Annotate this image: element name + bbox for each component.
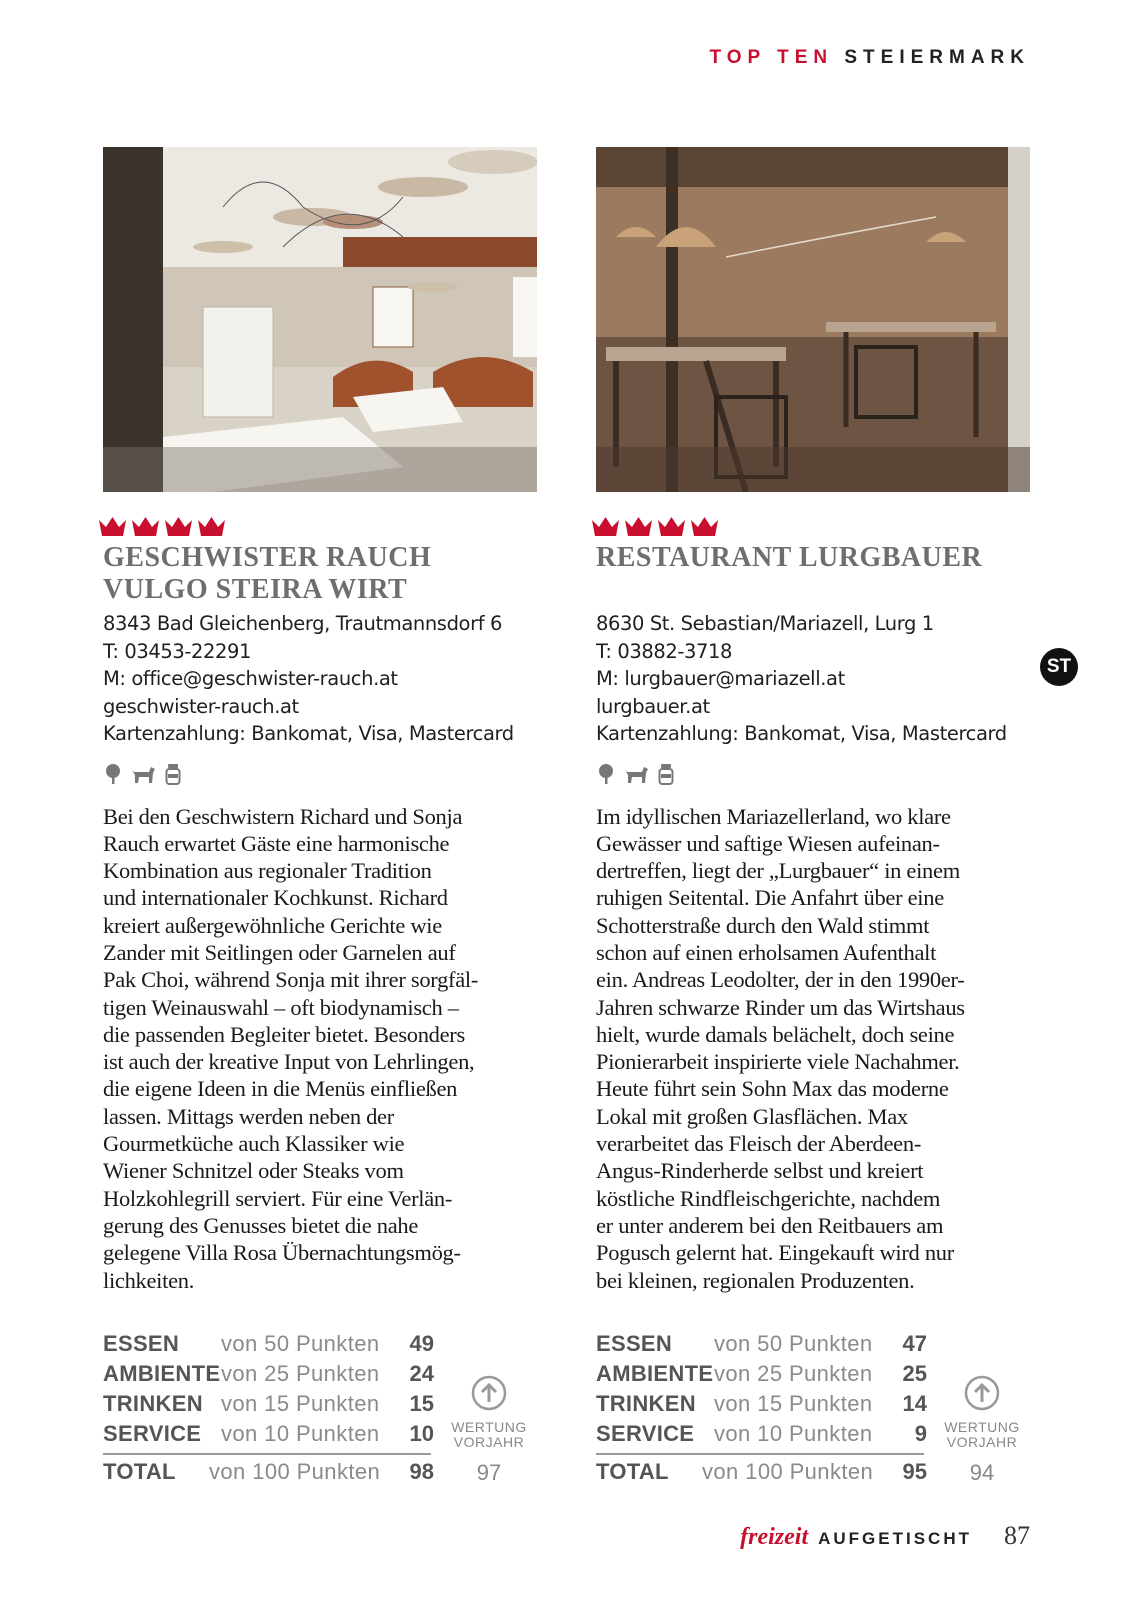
description-line: Pak Choi, während Sonja mit ihrer sorgfäl- xyxy=(103,967,479,993)
page-header xyxy=(709,47,1030,69)
score-value: 14 xyxy=(902,1391,927,1416)
total-label: TOTAL xyxy=(103,1459,176,1484)
description-line: gelegene Villa Rosa Übernachtungsmög- xyxy=(103,1240,461,1266)
crown-icon xyxy=(97,514,128,538)
previous-label: WERTUNG VORJAHR xyxy=(944,1419,1020,1450)
score-value: 24 xyxy=(409,1361,434,1386)
description-line: Lokal mit großen Glasflächen. Max xyxy=(596,1103,908,1129)
description-line: Im idyllischen Mariazellerland, wo klare xyxy=(596,803,951,829)
score-label: ESSEN xyxy=(103,1331,180,1356)
arrow-up-icon xyxy=(471,1375,507,1411)
score-max: von 15 Punkten xyxy=(714,1391,873,1416)
crown-icon xyxy=(656,514,687,538)
description xyxy=(596,803,1030,1294)
description-line: ruhigen Seitental. Die Anfahrt über eine xyxy=(596,885,944,911)
score-value: 47 xyxy=(902,1331,927,1356)
score-label: SERVICE xyxy=(103,1421,202,1446)
restaurant-photo xyxy=(596,147,1030,492)
header-region: STEIERMARK xyxy=(844,47,1030,68)
restaurant-entry-1 xyxy=(103,147,537,1294)
description-line: und internationaler Kochkunst. Richard xyxy=(103,885,448,911)
previous-year-rating xyxy=(441,1375,537,1486)
description xyxy=(103,803,537,1294)
restaurant-name: RESTAURANT LURGBAUER xyxy=(596,542,983,573)
divider xyxy=(596,1453,924,1455)
description-line: dertreffen, liegt der „Lurgbauer“ in einem xyxy=(596,858,960,884)
previous-label: WERTUNG VORJAHR xyxy=(451,1419,527,1450)
region-badge: ST xyxy=(1040,648,1078,686)
description-line: Pionierarbeit inspirierte viele Nachahmer. xyxy=(596,1049,960,1075)
score-max: von 50 Punkten xyxy=(221,1331,380,1356)
previous-value: 94 xyxy=(969,1460,995,1485)
score-label: TRINKEN xyxy=(103,1391,203,1416)
phone: T: 03882-3718 xyxy=(596,639,733,663)
crown-icon xyxy=(623,514,654,538)
score-table-2 xyxy=(596,1331,1030,1489)
description-line: köstliche Rindfleischgerichte, nachdem xyxy=(596,1185,941,1211)
score-max: von 15 Punkten xyxy=(221,1391,380,1416)
feature-icons xyxy=(596,762,1030,786)
score-label: SERVICE xyxy=(596,1421,695,1446)
section-name: AUFGETISCHT xyxy=(818,1529,972,1548)
total-value: 98 xyxy=(409,1459,434,1484)
description-line: hielt, wurde damals belächelt, doch seine xyxy=(596,1021,955,1047)
description-line: Heute führt sein Sohn Max das moderne xyxy=(596,1076,949,1102)
description-line: die eigene Ideen in die Menüs einfließen xyxy=(103,1076,458,1102)
crown-icon xyxy=(196,514,227,538)
divider xyxy=(103,1453,431,1455)
dog-icon xyxy=(624,763,650,785)
description-line: Bei den Geschwistern Richard und Sonja xyxy=(103,803,463,829)
score-label: AMBIENTE xyxy=(596,1361,714,1386)
jar-icon xyxy=(658,763,674,785)
page-footer xyxy=(740,1521,1030,1551)
magazine-logo: freizeit xyxy=(740,1524,809,1550)
restaurant-entry-2 xyxy=(596,147,1030,1294)
description-line: Gewässer und saftige Wiesen aufeinan- xyxy=(596,830,940,856)
crown-icon xyxy=(163,514,194,538)
total-max: von 100 Punkten xyxy=(209,1459,381,1484)
score-max: von 25 Punkten xyxy=(714,1361,873,1386)
description-line: kreiert außergewöhnliche Gerichte wie xyxy=(103,912,442,938)
website: geschwister-rauch.at xyxy=(103,694,299,718)
description-line: lassen. Mittags werden neben der xyxy=(103,1103,394,1129)
description-line: lichkeiten. xyxy=(103,1267,195,1293)
previous-value: 97 xyxy=(476,1460,502,1485)
payment-info: Kartenzahlung: Bankomat, Visa, Mastercard xyxy=(103,722,514,745)
crown-icon xyxy=(590,514,621,538)
description-line: bei kleinen, regionalen Produzenten. xyxy=(596,1267,915,1293)
description-line: ist auch der kreative Input von Lehrlingen, xyxy=(103,1049,475,1075)
crown-rating xyxy=(590,514,1030,540)
payment-info: Kartenzahlung: Bankomat, Visa, Mastercard xyxy=(596,722,1007,745)
description-line: tigen Weinauswahl – oft biodynamisch – xyxy=(103,994,459,1020)
score-row-essen xyxy=(103,1331,537,1361)
score-label: TRINKEN xyxy=(596,1391,696,1416)
score-label: ESSEN xyxy=(596,1331,673,1356)
website: lurgbauer.at xyxy=(596,694,710,718)
feature-icons xyxy=(103,762,537,786)
contact-info xyxy=(596,610,1030,748)
crown-rating xyxy=(97,514,537,540)
description-line: Kombination aus regionaler Tradition xyxy=(103,858,432,884)
score-label: AMBIENTE xyxy=(103,1361,221,1386)
total-label: TOTAL xyxy=(596,1459,669,1484)
restaurant-name: GESCHWISTER RAUCH VULGO STEIRA WIRT xyxy=(103,542,432,605)
score-value: 15 xyxy=(409,1391,434,1416)
total-value: 95 xyxy=(902,1459,927,1484)
jar-icon xyxy=(165,763,181,785)
description-line: er unter anderem bei den Reitbauers am xyxy=(596,1212,944,1238)
address: 8630 St. Sebastian/Mariazell, Lurg 1 xyxy=(596,612,934,635)
description-line: Holzkohlegrill serviert. Für eine Verlän- xyxy=(103,1185,453,1211)
description-line: gerung des Genusses bietet die nahe xyxy=(103,1212,419,1238)
description-line: die passenden Begleiter bietet. Besonders xyxy=(103,1021,465,1047)
score-max: von 10 Punkten xyxy=(714,1421,873,1446)
description-line: Angus-Rinderherde selbst und kreiert xyxy=(596,1158,924,1184)
description-line: Jahren schwarze Rinder um das Wirtshaus xyxy=(596,994,965,1020)
score-max: von 50 Punkten xyxy=(714,1331,873,1356)
arrow-up-icon xyxy=(964,1375,1000,1411)
description-line: Zander mit Seitlingen oder Garnelen auf xyxy=(103,939,456,965)
description-line: Pogusch gelernt hat. Eingekauft wird nur xyxy=(596,1240,954,1266)
score-table-1 xyxy=(103,1331,537,1489)
score-value: 49 xyxy=(409,1331,434,1356)
description-line: schon auf einen erholsamen Aufenthalt xyxy=(596,939,937,965)
score-row-essen xyxy=(596,1331,1030,1361)
description-line: verarbeitet das Fleisch der Aberdeen- xyxy=(596,1131,922,1157)
email: M: office@geschwister-rauch.at xyxy=(103,667,398,690)
score-max: von 25 Punkten xyxy=(221,1361,380,1386)
previous-year-rating xyxy=(934,1375,1030,1486)
phone: T: 03453-22291 xyxy=(103,639,252,663)
page-number: 87 xyxy=(1004,1521,1030,1550)
header-top-ten: TOP TEN xyxy=(709,47,834,68)
tree-icon xyxy=(596,763,616,785)
description-line: Schotterstraße durch den Wald stimmt xyxy=(596,912,930,938)
description-line: Rauch erwartet Gäste eine harmonische xyxy=(103,830,450,856)
score-max: von 10 Punkten xyxy=(221,1421,380,1446)
dog-icon xyxy=(131,763,157,785)
total-max: von 100 Punkten xyxy=(702,1459,874,1484)
description-line: Wiener Schnitzel oder Steaks vom xyxy=(103,1158,404,1184)
score-value: 25 xyxy=(902,1361,927,1386)
email: M: lurgbauer@mariazell.at xyxy=(596,667,845,690)
crown-icon xyxy=(689,514,720,538)
score-value: 9 xyxy=(914,1421,927,1446)
description-line: Gourmetküche auch Klassiker wie xyxy=(103,1131,405,1157)
crown-icon xyxy=(130,514,161,538)
restaurant-photo xyxy=(103,147,537,492)
tree-icon xyxy=(103,763,123,785)
description-line: ein. Andreas Leodolter, der in den 1990er- xyxy=(596,967,965,993)
score-value: 10 xyxy=(409,1421,434,1446)
address: 8343 Bad Gleichenberg, Trautmannsdorf 6 xyxy=(103,612,502,635)
contact-info xyxy=(103,610,537,748)
